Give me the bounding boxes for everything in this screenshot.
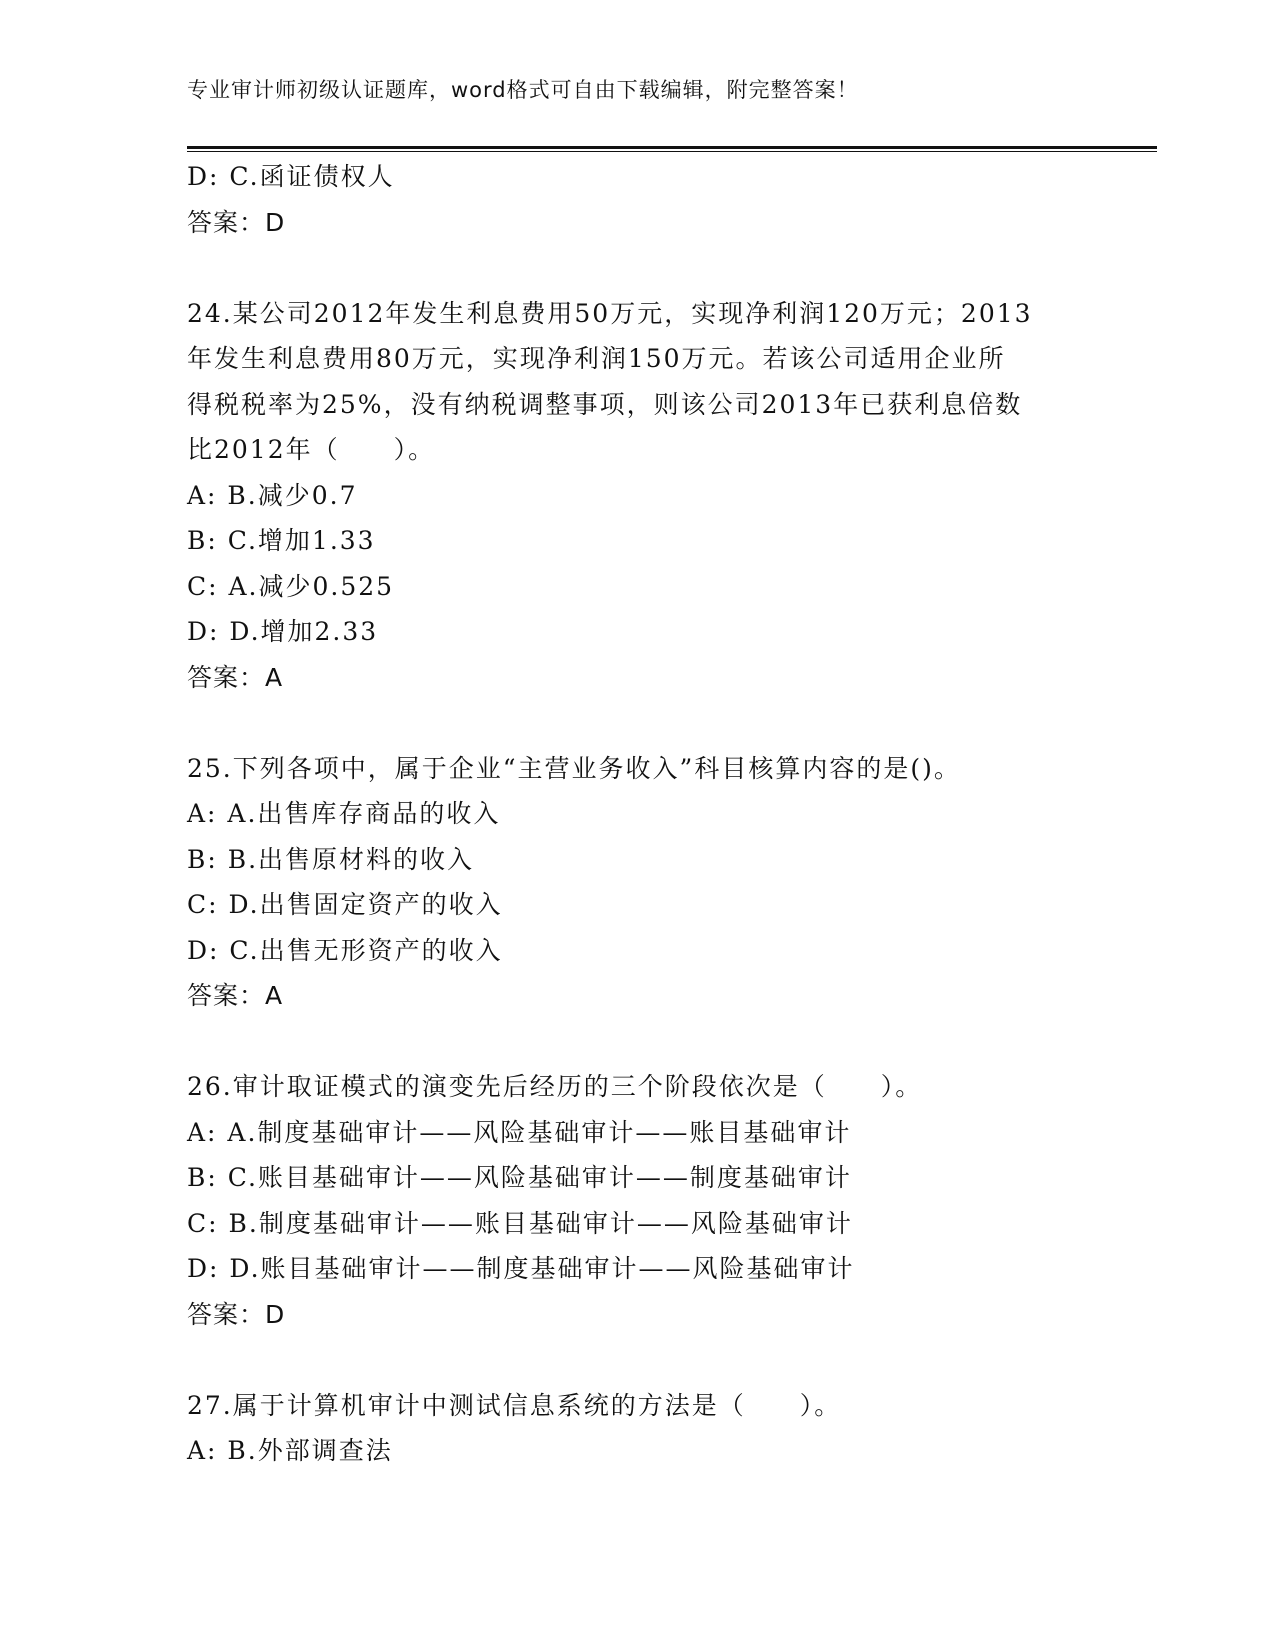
- question-stem-line: 比2012年（ ）。: [187, 435, 436, 464]
- option-c: C: D.出售固定资产的收入: [187, 890, 503, 919]
- question-stem-line: 年发生利息费用80万元，实现净利润150万元。若该公司适用企业所: [187, 344, 1006, 373]
- header-divider: [187, 146, 1157, 149]
- option-line: D: C.函证债权人: [187, 162, 395, 191]
- header-divider-thin: [187, 151, 1157, 152]
- option-c: C: B.制度基础审计——账目基础审计——风险基础审计: [187, 1208, 853, 1238]
- option-d: D: C.出售无形资产的收入: [187, 935, 503, 965]
- option-d: D: D.增加2.33: [187, 617, 379, 646]
- question-stem-line: 25.下列各项中，属于企业“主营业务收入”科目核算内容的是()。: [187, 753, 961, 783]
- option-a: A: B.减少0.7: [187, 480, 358, 510]
- question-stem-line: 得税税率为25%，没有纳税调整事项，则该公司2013年已获利息倍数: [187, 389, 1023, 419]
- document-body: [187, 154, 1087, 1474]
- question-26: [187, 1064, 1087, 1337]
- option-a: A: A.出售库存商品的收入: [187, 799, 501, 828]
- page-header: 专业审计师初级认证题库，word格式可自由下载编辑，附完整答案！: [187, 78, 859, 102]
- question-stem-line: 26.审计取证模式的演变先后经历的三个阶段依次是（ ）。: [187, 1072, 923, 1101]
- option-a: A: A.制度基础审计——风险基础审计——账目基础审计: [187, 1117, 852, 1147]
- question-25: [187, 746, 1087, 1019]
- option-c: C: A.减少0.525: [187, 571, 395, 601]
- question-stem-line: 27.属于计算机审计中测试信息系统的方法是（ ）。: [187, 1390, 842, 1420]
- answer-line: 答案：D: [187, 1299, 286, 1329]
- option-b: B: C.账目基础审计——风险基础审计——制度基础审计: [187, 1163, 852, 1192]
- question-stem-line: 24.某公司2012年发生利息费用50万元，实现净利润120万元；2013: [187, 298, 1033, 328]
- option-b: B: C.增加1.33: [187, 526, 376, 555]
- option-d: D: D.账目基础审计——制度基础审计——风险基础审计: [187, 1254, 855, 1283]
- answer-line: 答案：A: [187, 981, 284, 1010]
- option-b: B: B.出售原材料的收入: [187, 844, 475, 874]
- option-a: A: B.外部调查法: [187, 1436, 393, 1465]
- answer-line: 答案：A: [187, 662, 284, 692]
- question-27: [187, 1383, 1087, 1474]
- answer-line: 答案：D: [187, 207, 286, 237]
- question-24: [187, 291, 1087, 701]
- question-stem: [187, 291, 1077, 473]
